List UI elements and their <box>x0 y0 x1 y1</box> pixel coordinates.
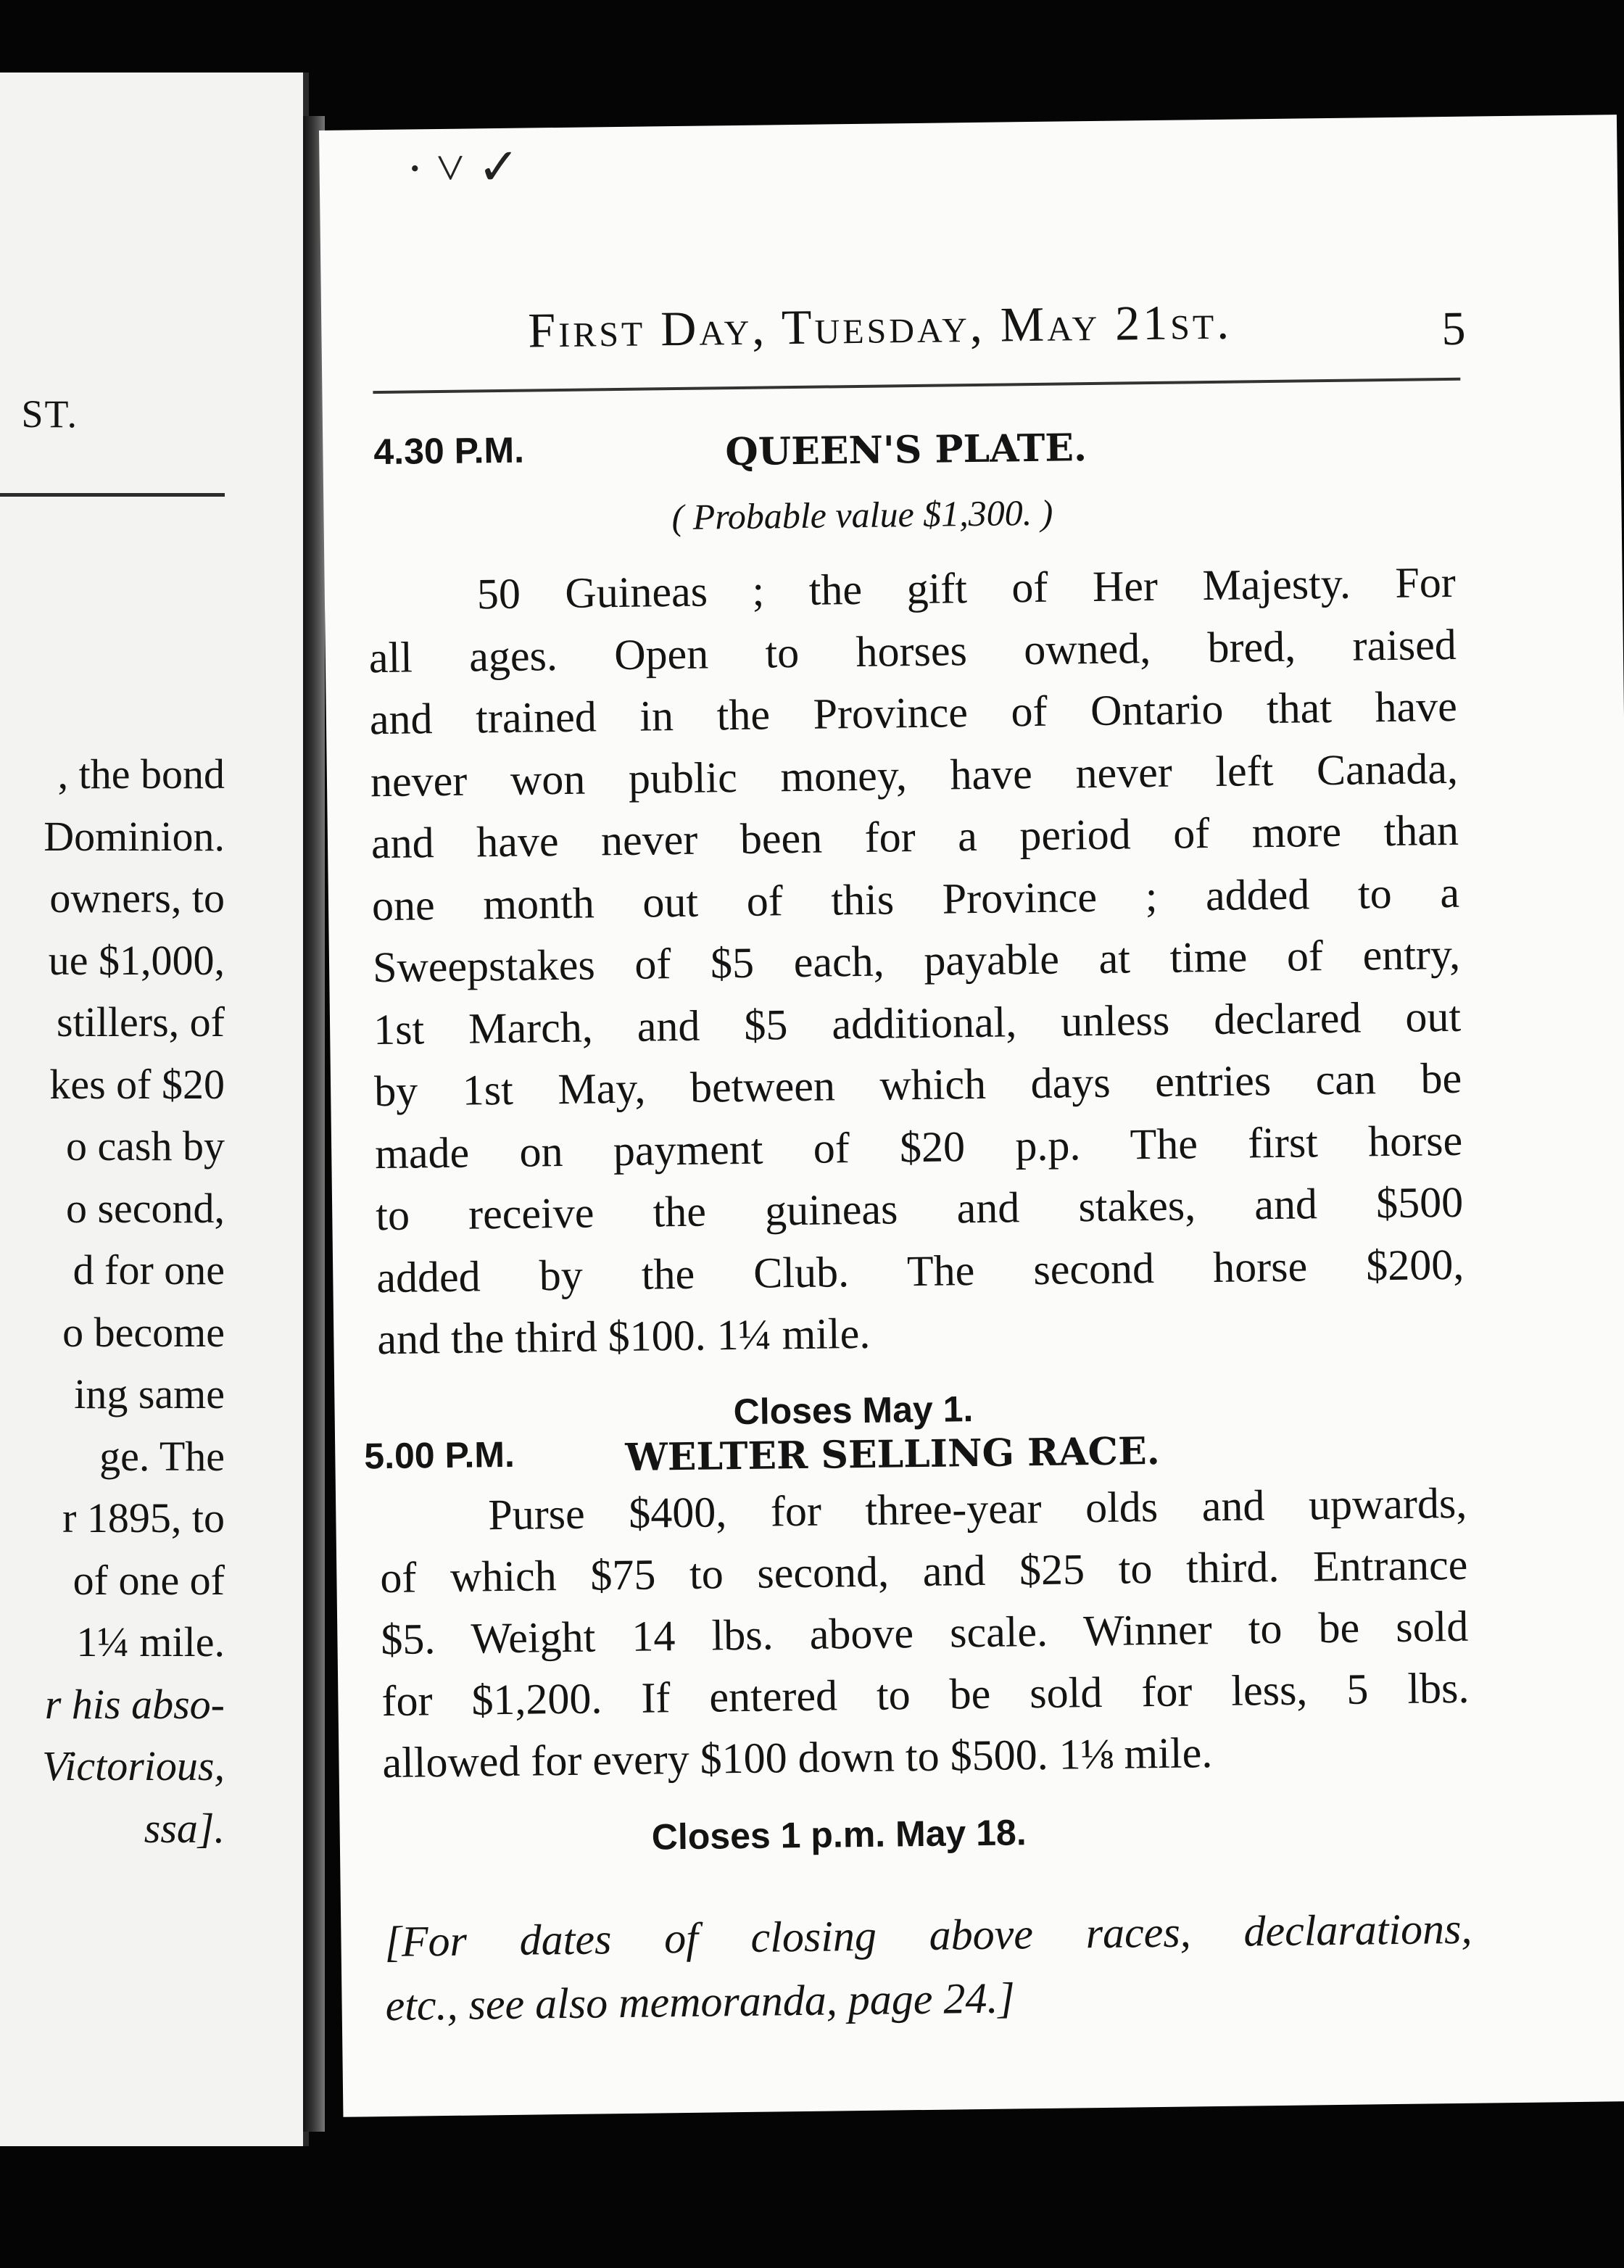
race2-title: WELTER SELLING RACE. <box>625 1428 1161 1480</box>
left-text-line: , the bond <box>57 750 225 798</box>
right-page <box>319 115 1624 2117</box>
left-page <box>0 73 309 2146</box>
left-text-line: o second, <box>65 1184 225 1232</box>
left-text-line: Victorious, <box>42 1742 225 1789</box>
race1-text-line: to receive the guineas and stakes, and $500 <box>375 1178 1464 1240</box>
race1-text-line: by 1st May, between which days entries can be <box>373 1054 1462 1116</box>
race1-text-line: and have never been for a period of more than <box>370 806 1459 868</box>
race1-text-line: never won public money, have never left Canada, <box>370 744 1459 806</box>
left-text-line: r 1895, to <box>62 1494 225 1541</box>
left-text-line: r his abso- <box>44 1680 225 1728</box>
race2-conditions <box>379 1473 1470 1794</box>
race1-probable-value: ( Probable value $1,300. ) <box>671 492 1053 538</box>
race2-closes: Closes 1 p.m. May 18. <box>651 1812 1027 1858</box>
left-running-head: ST. <box>21 392 78 436</box>
race2-text-line: $5. Weight 14 lbs. above scale. Winner to be sold <box>381 1602 1469 1664</box>
race2-text-line: for $1,200. If entered to be sold for less, 5 lbs. <box>381 1663 1470 1726</box>
left-text-line: ing same <box>74 1370 225 1418</box>
left-text-line: ge. The <box>99 1432 225 1480</box>
left-text-line: ssa]. <box>144 1804 225 1852</box>
footnote <box>384 1897 1473 2037</box>
footnote-line: etc., see also memoranda, page 24.] <box>385 1974 1016 2030</box>
race1-text-line: made on payment of $20 p.p. The first horse <box>374 1116 1463 1178</box>
race2-text-line: Purse $400, for three-year olds and upwards, <box>487 1478 1467 1539</box>
race2-time: 5.00 P.M. <box>363 1433 515 1477</box>
left-text-line: kes of $20 <box>49 1060 225 1108</box>
left-text-line: Dominion. <box>44 812 225 860</box>
page-number: 5 <box>1441 302 1466 356</box>
race1-title: QUEEN'S PLATE. <box>725 426 1088 475</box>
race1-text-line: added by the Club. The second horse $200, <box>376 1240 1464 1301</box>
left-text-line: d for one <box>72 1246 225 1294</box>
race1-text-line: all ages. Open to horses owned, bred, raised <box>368 620 1457 682</box>
left-text-line: owners, to <box>49 874 225 922</box>
header-rule <box>373 378 1460 394</box>
left-text-column <box>0 743 225 1859</box>
left-text-line: stillers, of <box>57 998 225 1046</box>
race1-text-line: one month out of this Province ; added to a <box>371 868 1460 930</box>
race1-text-line: and the third $100. 1¼ mile. <box>376 1309 871 1364</box>
left-text-line: o become <box>62 1308 225 1356</box>
race1-text-line: 1st March, and $5 additional, unless declared out <box>373 992 1462 1054</box>
race2-text-line: allowed for every $100 down to $500. 1⅛ mile. <box>382 1729 1213 1787</box>
left-text-line: of one of <box>72 1556 225 1604</box>
race1-closes: Closes May 1. <box>733 1388 974 1433</box>
left-header-rule <box>0 493 225 497</box>
running-head: First Day, Tuesday, May 21st. <box>527 294 1232 358</box>
left-text-line: 1¼ mile. <box>76 1618 225 1665</box>
race2-text-line: of which $75 to second, and $25 to third. Entrance <box>379 1540 1468 1602</box>
footnote-line: [For dates of closing above races, declarations, <box>384 1904 1472 1966</box>
race1-text-line: and trained in the Province of Ontario that have <box>369 682 1458 744</box>
race1-text-line: Sweepstakes of $5 each, payable at time of entry, <box>372 930 1461 992</box>
book-gutter <box>303 116 325 2132</box>
race1-conditions <box>368 552 1464 1371</box>
left-text-line: o cash by <box>65 1122 225 1170</box>
pencil-marks: · ˅ ✓ <box>406 139 521 197</box>
race1-text-line: 50 Guineas ; the gift of Her Majesty. For <box>476 558 1457 618</box>
race1-time: 4.30 P.M. <box>373 429 525 473</box>
left-text-line: ue $1,000, <box>48 936 225 984</box>
